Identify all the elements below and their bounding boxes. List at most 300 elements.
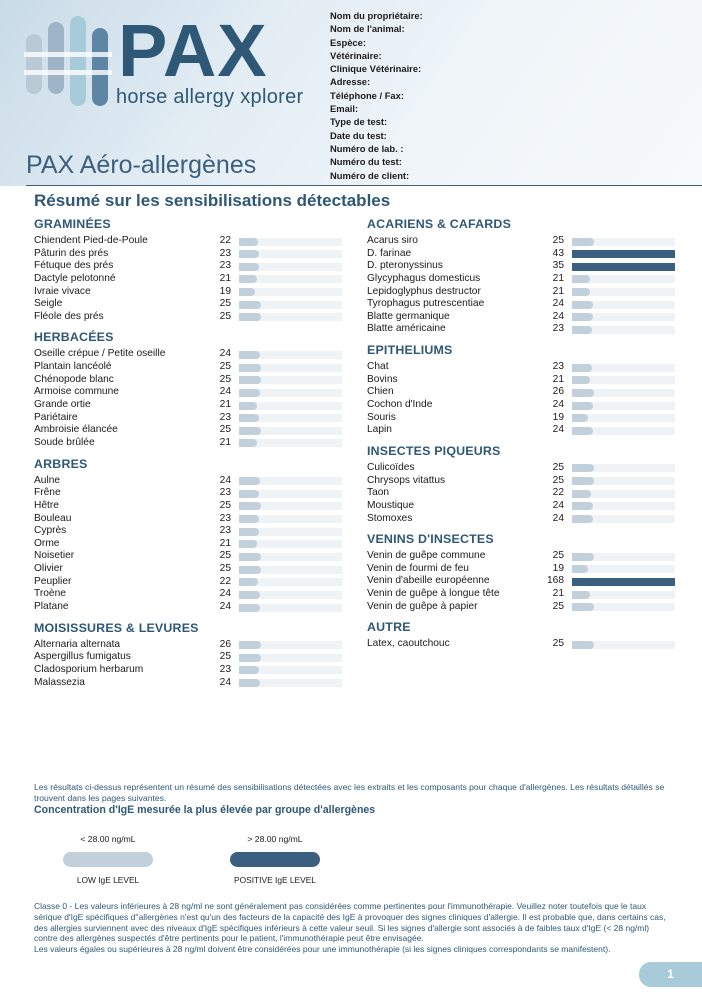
ige-bar [572,578,675,586]
ige-bar-track [239,414,342,422]
allergen-name: Culicoïdes [367,461,415,473]
ige-bar [572,389,594,397]
allergen-row [34,513,344,526]
allergen-value: 21 [552,285,564,297]
allergen-value: 24 [219,386,231,398]
allergen-value: 19 [219,285,231,297]
allergen-name: Plantain lancéolé [34,361,112,373]
allergen-name: Taon [367,487,390,499]
allergen-value: 22 [219,235,231,246]
allergen-name: Chat [367,361,389,373]
allergen-name: Ivraie vivace [34,285,91,297]
allergen-value: 23 [219,663,231,675]
ige-bar [239,301,261,309]
allergen-value: 25 [219,499,231,511]
ige-bar-track [239,540,342,548]
owner-field: Numéro de client: [330,169,410,181]
ige-bar-track [239,666,342,674]
allergen-group [34,457,344,614]
allergen-name: Stomoxes [367,512,413,524]
allergen-row [34,374,344,387]
group-title: ACARIENS & CAFARDS [367,217,512,231]
ige-bar-track [572,502,675,510]
allergen-value: 25 [219,651,231,663]
ige-bar-track [572,326,675,334]
ige-bar [239,528,259,536]
ige-bar [572,263,675,271]
allergen-row [34,361,344,374]
allergen-row [367,311,677,324]
legend-high-range: > 28.00 ng/mL [247,834,303,844]
allergen-value: 21 [552,373,564,385]
allergen-name: Troène [34,588,66,600]
allergen-value: 21 [219,436,231,448]
group-title: AUTRE [367,620,411,635]
ige-bar-track [239,301,342,309]
ige-bar-track [239,641,342,649]
allergen-row [367,500,677,513]
ige-bar [239,389,260,397]
allergen-row [34,412,344,425]
ige-bar [239,515,259,523]
ige-bar-track [239,679,342,687]
ige-bar-track [572,414,675,422]
allergen-row [34,601,344,614]
owner-field: Vétérinaire: [330,49,382,61]
allergen-name: Bouleau [34,512,72,524]
pax-logo-icon [24,14,116,108]
ige-bar-track [572,464,675,472]
allergen-value: 24 [552,512,564,524]
ige-bar [239,427,261,435]
allergen-row [34,437,344,450]
ige-bar [572,288,590,296]
allergen-name: Platane [34,601,69,613]
allergen-row [34,273,344,286]
allergen-name: Aulne [34,474,61,486]
allergen-name: Bovins [367,373,398,385]
allergen-row [34,651,344,664]
allergen-name: Dactyle pelotonné [34,272,116,284]
allergen-row [34,550,344,563]
ige-bar-track [239,528,342,536]
ige-bar [239,502,261,510]
allergen-row [367,286,677,299]
allergen-row [34,500,344,513]
owner-field: Clinique Vétérinaire: [330,63,422,75]
group-title: INSECTES PIQUEURS [367,443,501,458]
allergen-name: Seigle [34,298,63,310]
allergen-value: 25 [552,550,564,562]
group-title: HERBACÉES [34,330,114,345]
group-title: GRAMINÉES [34,217,111,231]
allergen-value: 23 [219,260,231,272]
ige-bar [572,515,593,523]
allergen-group [367,444,677,525]
allergen-row [34,260,344,273]
allergen-name: Peuplier [34,575,72,587]
group-title: ARBRES [34,456,88,471]
allergen-row [34,538,344,551]
owner-field: Type de test: [330,116,388,128]
ige-bar-track [239,238,342,246]
ige-bar [239,679,260,687]
allergen-row [367,424,677,437]
allergen-value: 24 [219,676,231,688]
ige-bar [239,641,261,649]
allergen-value: 25 [219,310,231,322]
owner-field: Nom du propriétaire: [330,10,423,21]
allergen-row [34,525,344,538]
group-title: MOISISSURES & LEVURES [34,620,199,635]
ige-bar [572,603,594,611]
ige-bar [572,275,590,283]
ige-bar-track [572,477,675,485]
allergen-name: Malassezia [34,676,85,688]
allergen-value: 24 [219,348,231,360]
allergen-value: 25 [552,474,564,486]
allergen-row [34,424,344,437]
owner-field: Date du test: [330,129,387,141]
allergen-name: Venin de guêpe commune [367,550,486,562]
ige-bar-track [572,515,675,523]
allergen-row [34,664,344,677]
allergen-value: 25 [219,550,231,562]
allergen-value: 24 [552,499,564,511]
ige-bar [572,502,593,510]
allergen-value: 23 [552,361,564,373]
allergen-name: Pariétaire [34,411,78,423]
ige-bar-track [239,591,342,599]
ige-bar-track [239,275,342,283]
allergen-name: Grande ortie [34,399,91,411]
ige-bar [239,490,259,498]
allergen-row [367,235,677,248]
allergen-value: 25 [552,461,564,473]
ige-bar-track [572,263,675,271]
ige-bar [572,427,593,435]
allergen-value: 23 [552,323,564,335]
allergen-name: Pâturin des prés [34,247,109,259]
allergen-group [367,620,677,651]
ige-bar [572,565,588,573]
allergen-value: 43 [552,247,564,259]
allergen-row [367,638,677,651]
allergen-value: 25 [219,373,231,385]
allergen-value: 26 [552,386,564,398]
allergen-value: 24 [219,601,231,613]
allergen-value: 21 [552,272,564,284]
ige-bar [572,402,593,410]
ige-bar-track [572,603,675,611]
allergen-name: Venin d'abeille européenne [367,575,490,587]
allergen-row [367,323,677,336]
ige-bar-track [572,490,675,498]
ige-bar-track [239,351,342,359]
ige-bar [572,464,594,472]
ige-bar [239,591,260,599]
allergen-name: Frêne [34,487,61,499]
ige-bar [239,578,258,586]
allergen-name: Armoise commune [34,386,119,398]
group-title: EPITHELIUMS [367,343,453,358]
ige-bar-track [572,250,675,258]
allergen-value: 23 [219,247,231,259]
allergen-name: Aspergillus fumigatus [34,651,131,663]
allergen-name: Hêtre [34,499,59,511]
ige-bar [572,553,594,561]
allergen-row [367,399,677,412]
ige-bar-track [572,313,675,321]
ige-bar-track [239,566,342,574]
allergen-name: Latex, caoutchouc [367,638,450,650]
allergen-value: 19 [552,562,564,574]
allergen-value: 24 [552,298,564,310]
ige-bar-track [572,389,675,397]
ige-bar [239,414,259,422]
allergen-group [34,217,344,323]
allergen-value: 25 [219,563,231,575]
ige-bar-track [572,238,675,246]
ige-bar-track [572,288,675,296]
allergen-row [367,361,677,374]
ige-bar [239,666,259,674]
header-divider [26,185,702,186]
allergen-value: 24 [219,588,231,600]
allergen-value: 21 [219,537,231,549]
ige-bar-track [572,553,675,561]
allergen-group [34,621,344,690]
ige-bar [239,263,259,271]
allergen-name: Moustique [367,499,415,511]
ige-bar [239,477,260,485]
ige-bar [239,250,259,258]
legend-high [215,834,335,885]
group-title: VENINS D'INSECTES [367,532,494,547]
ige-bar [239,351,260,359]
owner-field: Espèce: [330,36,366,48]
allergen-row [367,298,677,311]
legend-low-label: LOW IgE LEVEL [76,875,140,885]
ige-bar-track [239,288,342,296]
ige-bar-track [239,477,342,485]
allergen-name: Chrysops vitattus [367,474,446,486]
disclaimer-paragraph-1: Classe 0 - Les valeurs inférieures à 28 ng/ml ne sont généralement pas considérées comme pertinentes pour l'immunothérapie. Veuillez noter toutefois que le taux sérique d'IgE spécifiques d''allergènes n'est qu'un des facteurs de la capacité des IgE à provoquer des signes cliniques d'allergie. Il est probable que, dans certains cas, des allergies surviennent avec des niveaux d'IgE spécifiques inférieurs à cette valeur seuil. Si les signes d'allergie sont associés à de faibles taux d'IgE (< 28 ng/ml) contre des allergènes suspectés d'être pertinents pour le patient, l'immunothérapie peut être envisagée. [34,901,666,944]
ige-bar-track [239,263,342,271]
ige-bar [239,439,257,447]
allergen-name: D. pteronyssinus [367,260,443,272]
allergen-row [367,575,677,588]
ige-bar [239,376,261,384]
allergen-row [34,677,344,690]
ige-bar-track [239,376,342,384]
allergen-value: 24 [219,474,231,486]
ige-bar-track [572,376,675,384]
ige-bar [572,591,590,599]
ige-bar-track [572,641,675,649]
owner-field: Numéro du test: [330,156,402,168]
allergen-name: Blatte américaine [367,323,446,335]
allergen-row [34,286,344,299]
ige-bar [572,250,675,258]
allergen-row [367,248,677,261]
ige-bar-track [239,402,342,410]
allergen-name: Glycyphagus domesticus [367,272,481,284]
allergen-name: Blatte germanique [367,310,450,322]
allergen-name: Fléole des prés [34,310,104,322]
allergen-value: 23 [219,512,231,524]
allergen-name: Fétuque des prés [34,260,114,272]
allergen-name: Orme [34,537,60,549]
allergen-row [34,399,344,412]
ige-bar [572,364,592,372]
allergen-row [34,235,344,248]
allergen-value: 23 [219,487,231,499]
allergen-value: 21 [219,272,231,284]
allergen-row [34,563,344,576]
legend-low-swatch [63,852,153,867]
ige-bar [572,490,591,498]
allergen-name: Cyprès [34,525,67,537]
allergen-row [367,462,677,475]
allergen-value: 23 [219,525,231,537]
allergen-value: 25 [552,235,564,246]
owner-info [330,9,423,182]
ige-bar-track [572,275,675,283]
legend-low [48,834,168,885]
summary-title: Résumé sur les sensibilisations détectables [34,191,391,210]
allergen-row [34,248,344,261]
allergen-value: 22 [552,487,564,499]
allergen-name: Souris [367,411,396,423]
allergen-row [367,563,677,576]
allergen-group [367,532,677,613]
allergen-row [34,348,344,361]
ige-bar [572,641,594,649]
ige-bar-track [239,654,342,662]
allergen-row [367,487,677,500]
allergen-group [34,330,344,449]
allergen-group [367,343,677,437]
owner-field: Email: [330,103,359,115]
allergen-name: Noisetier [34,550,75,562]
allergen-value: 22 [219,575,231,587]
ige-bar-track [572,364,675,372]
ige-bar-track [572,427,675,435]
allergen-row [367,601,677,614]
allergen-row [367,273,677,286]
allergen-value: 25 [219,298,231,310]
page-title: PAX Aéro-allergènes [26,151,257,179]
allergen-value: 24 [552,310,564,322]
ige-bar [239,313,261,321]
ige-bar [572,477,594,485]
allergen-name: Venin de guêpe à longue tête [367,588,500,600]
legend-high-label: POSITIVE IgE LEVEL [234,875,316,885]
ige-bar-track [239,604,342,612]
allergen-row [34,639,344,652]
allergen-row [34,298,344,311]
allergen-value: 25 [552,638,564,650]
allergen-value: 23 [219,411,231,423]
ige-bar [572,238,594,246]
allergen-name: Acarus siro [367,235,418,246]
ige-bar [239,566,261,574]
allergen-name: Venin de fourmi de feu [367,562,469,574]
allergen-row [34,475,344,488]
allergen-name: Alternaria alternata [34,638,121,650]
ige-bar-track [572,402,675,410]
legend-low-range: < 28.00 ng/mL [80,834,136,844]
ige-bar-track [239,250,342,258]
ige-bar-track [239,490,342,498]
concentration-title: Concentration d'IgE mesurée la plus élevée par groupe d'allergènes [34,804,376,816]
ige-bar [239,364,261,372]
allergen-value: 24 [552,424,564,436]
ige-bar-track [239,313,342,321]
ige-bar-track [572,578,675,586]
allergen-name: D. farinae [367,247,412,259]
allergen-name: Chénopode blanc [34,373,114,385]
ige-bar-track [239,515,342,523]
ige-bar [239,540,257,548]
disclaimer-paragraph-2: Les valeurs égales ou supérieures à 28 ng/ml doivent être considérées pour une immunothérapie (si les signes cliniques correspondants se manifestent). [34,944,611,955]
allergen-name: Olivier [34,563,63,575]
disclaimer [34,901,674,955]
allergen-group [367,217,677,336]
allergen-name: Lapin [367,424,392,436]
allergen-name: Ambroisie élancée [34,424,118,436]
allergen-name: Chien [367,386,394,398]
allergen-name: Soude brûlée [34,436,95,448]
ige-bar-track [572,591,675,599]
ige-bar-track [239,553,342,561]
allergen-value: 168 [547,575,564,587]
footnote: Les résultats ci-dessus représentent un résumé des sensibilisations détectées avec les extraits et les composants pour chaque d'allergènes. Les résultats détaillés se trouvent dans les pages suivantes. [34,782,665,803]
owner-field: Nom de l'animal: [330,23,405,35]
allergen-row [367,386,677,399]
logo-subtitle: horse allergy xplorer [116,86,304,108]
ige-bar-track [572,565,675,573]
allergen-value: 25 [552,600,564,612]
allergen-value: 25 [219,361,231,373]
allergen-name: Cladosporium herbarum [34,663,144,675]
owner-field: Numéro de lab. : [330,142,404,154]
allergen-name: Tyrophagus putrescentiae [367,298,485,310]
ige-bar [572,326,592,334]
allergen-value: 25 [219,424,231,436]
allergen-row [367,550,677,563]
allergen-row [367,412,677,425]
ige-bar-track [239,502,342,510]
ige-bar [572,301,593,309]
ige-bar [239,275,257,283]
ige-bar [572,313,593,321]
owner-field: Téléphone / Fax: [330,89,404,101]
allergen-name: Lepidoglyphus destructor [367,285,481,297]
allergen-value: 19 [552,411,564,423]
ige-bar [239,553,261,561]
allergen-name: Oseille crépue / Petite oseille [34,348,166,360]
allergen-value: 21 [552,588,564,600]
allergen-name: Venin de guêpe à papier [367,600,478,612]
allergen-row [367,260,677,273]
ige-bar [572,376,590,384]
ige-bar [239,604,260,612]
allergen-row [34,487,344,500]
allergen-row [367,374,677,387]
ige-bar-track [239,439,342,447]
